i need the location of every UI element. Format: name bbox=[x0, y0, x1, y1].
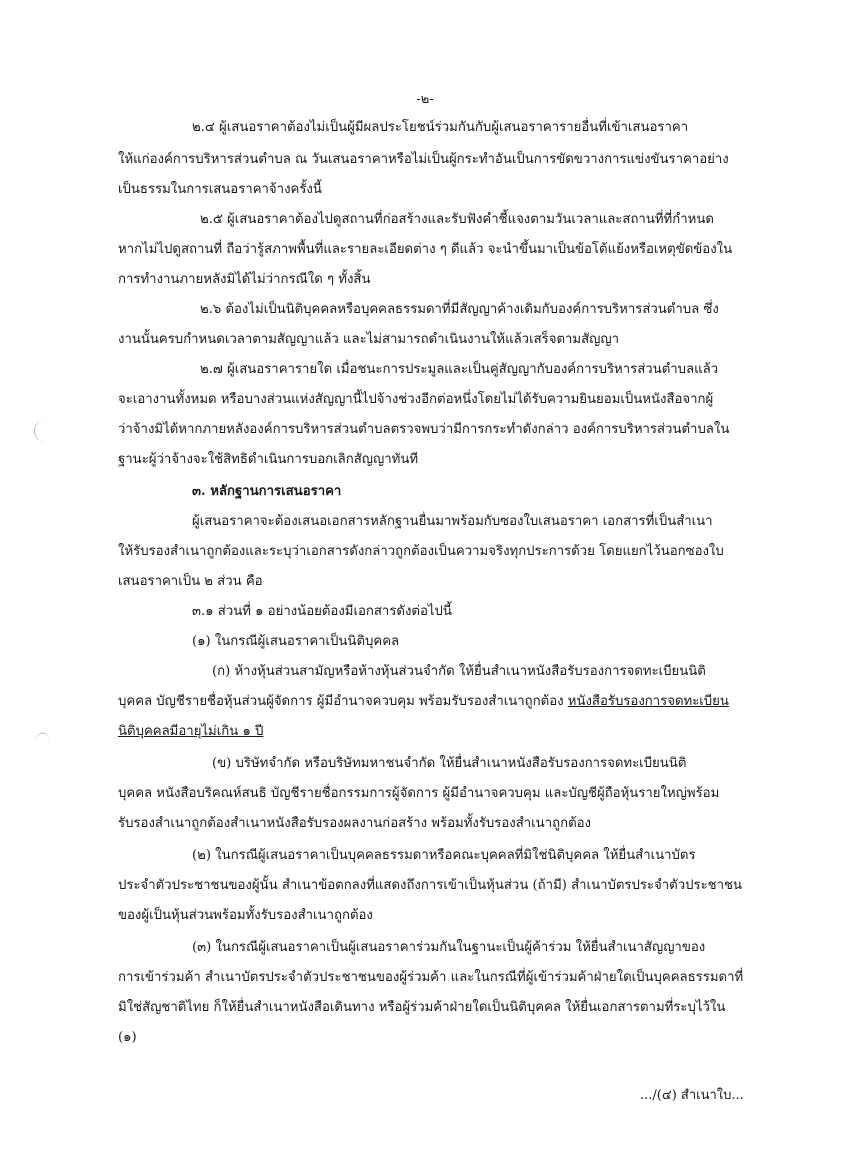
scan-mark-lower bbox=[36, 733, 50, 754]
section-3-intro-line-3: เสนอราคาเป็น ๒ ส่วน คือ bbox=[118, 574, 263, 589]
page-number: -๒- bbox=[416, 92, 434, 107]
item-1a-line-1: (ก) ห้างหุ้นส่วนสามัญหรือห้างหุ้นส่วนจำกัด ให้ยื่นสำเนาหนังสือรับรองการจดทะเบียนนิติ bbox=[212, 664, 706, 679]
item-1a-line-2-text: บุคคล บัญชีรายชื่อหุ้นส่วนผู้จัดการ ผู้มีอำนาจควบคุม พร้อมรับรองสำเนาถูกต้อง bbox=[118, 694, 568, 709]
item-2-line-3: ของผู้เป็นหุ้นส่วนพร้อมทั้งรับรองสำเนาถูกต้อง bbox=[118, 908, 373, 923]
item-3-line-1: (๓) ในกรณีผู้เสนอราคาเป็นผู้เสนอราคาร่วมกันในฐานะเป็นผู้ค้าร่วม ให้ยื่นสำเนาสัญญาของ bbox=[192, 940, 706, 955]
item-1-heading: (๑) ในกรณีผู้เสนอราคาเป็นนิติบุคคล bbox=[192, 634, 400, 649]
item-3-line-2: การเข้าร่วมค้า สำเนาบัตรประจำตัวประชาชนของผู้ร่วมค้า และในกรณีที่ผู้เข้าร่วมค้าฝ่ายใดเป็นบุคคลธรรมดาที่ bbox=[118, 970, 744, 985]
section-3-intro-line-2: ให้รับรองสำเนาถูกต้องและระบุว่าเอกสารดังกล่าวถูกต้องเป็นความจริงทุกประการด้วย โดยแยกไว้นอกซองใบ bbox=[118, 544, 724, 559]
item-3-line-4: (๑) bbox=[118, 1030, 137, 1045]
section-3-intro-line-1: ผู้เสนอราคาจะต้องเสนอเอกสารหลักฐานยื่นมาพร้อมกับซองใบเสนอราคา เอกสารที่เป็นสำเนา bbox=[192, 514, 713, 529]
item-1a-line-3-underlined: นิติบุคคลมีอายุไม่เกิน ๑ ปี bbox=[118, 724, 264, 739]
item-1a-line-2 bbox=[118, 692, 729, 712]
item-1b-line-3: รับรองสำเนาถูกต้องสำเนาหนังสือรับรองผลงานก่อสร้าง พร้อมทั้งรับรองสำเนาถูกต้อง bbox=[118, 816, 591, 831]
para-2-7-line-4: ฐานะผู้ว่าจ้างจะใช้สิทธิดำเนินการบอกเลิกสัญญาทันที bbox=[118, 452, 419, 467]
item-1b-line-2: บุคคล หนังสือบริคณห์สนธิ บัญชีรายชื่อกรรมการผู้จัดการ ผู้มีอำนาจควบคุม และบัญชีผู้ถือหุ้นรายใหญ่พร้อม bbox=[118, 786, 720, 801]
para-2-7-line-2: จะเอางานทั้งหมด หรือบางส่วนแห่งสัญญานี้ไปจ้างช่วงอีกต่อหนึ่งโดยไม่ได้รับความยินยอมเป็นหนังสือจากผู้ bbox=[118, 392, 714, 407]
scan-mark-upper bbox=[34, 420, 55, 442]
continuation-footer: .../(๔) สำเนาใบ... bbox=[640, 1088, 744, 1103]
section-3-heading: ๓. หลักฐานการเสนอราคา bbox=[192, 484, 342, 499]
para-2-4-line-2: ให้แก่องค์การบริหารส่วนตำบล ณ วันเสนอราคาหรือไม่เป็นผู้กระทำอันเป็นการขัดขวางการแข่งขันราคาอย่าง bbox=[118, 152, 729, 167]
para-2-7-line-1: ๒.๗ ผู้เสนอราคารายใด เมื่อชนะการประมูลและเป็นคู่สัญญากับองค์การบริหารส่วนตำบลแล้ว bbox=[200, 362, 719, 377]
item-1a-underlined-text: หนังสือรับรองการจดทะเบียน bbox=[567, 694, 729, 709]
para-2-5-line-3: การทำงานภายหลังมิได้ไม่ว่ากรณีใด ๆ ทั้งสิ้น bbox=[118, 272, 371, 287]
para-2-5-line-2: หากไม่ไปดูสถานที่ ถือว่ารู้สภาพพื้นที่และรายละเอียดต่าง ๆ ดีแล้ว จะนำขึ้นมาเป็นข้อโต้แย้งหรือเหตุขัดข้องใน bbox=[118, 242, 733, 257]
item-1b-line-1: (ข) บริษัทจำกัด หรือบริษัทมหาชนจำกัด ให้ยื่นสำเนาหนังสือรับรองการจดทะเบียนนิติ bbox=[212, 756, 687, 771]
section-3-1: ๓.๑ ส่วนที่ ๑ อย่างน้อยต้องมีเอกสารดังต่อไปนี้ bbox=[192, 604, 452, 619]
para-2-6-line-1: ๒.๖ ต้องไม่เป็นนิติบุคคลหรือบุคคลธรรมดาที่มีสัญญาค้างเดิมกับองค์การบริหารส่วนตำบล ซึ่ง bbox=[200, 302, 719, 317]
para-2-4-line-3: เป็นธรรมในการเสนอราคาจ้างครั้งนี้ bbox=[118, 182, 322, 197]
item-3-line-3: มิใช่สัญชาติไทย ก็ให้ยื่นสำเนาหนังสือเดินทาง หรือผู้ร่วมค้าฝ่ายใดเป็นนิติบุคคล ให้ยื่นเอกสารตามที่ระบุไว้ใน bbox=[118, 1000, 726, 1015]
para-2-5-line-1: ๒.๕ ผู้เสนอราคาต้องไปดูสถานที่ก่อสร้างและรับฟังคำชี้แจงตามวันเวลาและสถานที่ที่กำหนด bbox=[200, 212, 714, 227]
item-2-line-1: (๒) ในกรณีผู้เสนอราคาเป็นบุคคลธรรมดาหรือคณะบุคคลที่มิใช่นิติบุคคล ให้ยื่นสำเนาบัตร bbox=[192, 848, 696, 863]
para-2-7-line-3: ว่าจ้างมิได้หากภายหลังองค์การบริหารส่วนตำบลตรวจพบว่ามีการกระทำดังกล่าว องค์การบริหารส่วนตำบลใน bbox=[118, 422, 730, 437]
para-2-4-line-1: ๒.๔ ผู้เสนอราคาต้องไม่เป็นผู้มีผลประโยชน์ร่วมกันกับผู้เสนอราคารายอื่นที่เข้าเสนอราคา bbox=[192, 120, 689, 135]
item-2-line-2: ประจำตัวประชาชนของผู้นั้น สำเนาข้อตกลงที่แสดงถึงการเข้าเป็นหุ้นส่วน (ถ้ามี) สำเนาบัตรประจำตัวประชาชน bbox=[118, 878, 742, 893]
para-2-6-line-2: งานนั้นครบกำหนดเวลาตามสัญญาแล้ว และไม่สามารถดำเนินงานให้แล้วเสร็จตามสัญญา bbox=[118, 332, 620, 347]
